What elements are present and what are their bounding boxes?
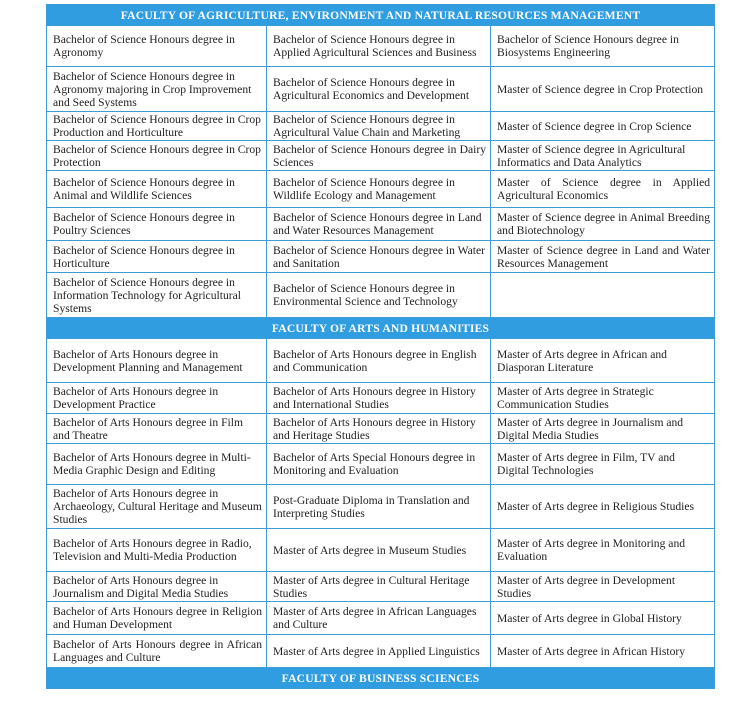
programme-cell: Bachelor of Arts Honours degree in Religion and Human Development <box>47 602 267 635</box>
programme-cell: Master of Science degree in Animal Breeding and Biotechnology <box>491 208 715 241</box>
programme-cell: Bachelor of Science Honours degree in Agronomy <box>47 26 267 67</box>
table-row <box>47 572 715 602</box>
programme-cell: Master of Arts degree in Journalism and Digital Media Studies <box>491 414 715 444</box>
programme-cell: Bachelor of Science Honours degree in Wildlife Ecology and Management <box>267 171 491 208</box>
programme-cell: Bachelor of Arts Honours degree in Multi-Media Graphic Design and Editing <box>47 444 267 485</box>
table-row <box>47 383 715 414</box>
programme-cell: Bachelor of Science Honours degree in Information Technology for Agricultural Systems <box>47 273 267 318</box>
programme-cell: Master of Arts degree in Development Studies <box>491 572 715 602</box>
table-row <box>47 273 715 318</box>
programmes-table <box>46 4 715 689</box>
programme-cell: Bachelor of Arts Honours degree in Development Practice <box>47 383 267 414</box>
programme-cell: Master of Arts degree in Monitoring and Evaluation <box>491 529 715 572</box>
programme-cell: Bachelor of Arts Honours degree in Radio, Television and Multi-Media Production <box>47 529 267 572</box>
faculty-title: FACULTY OF AGRICULTURE, ENVIRONMENT AND NATURAL RESOURCES MANAGEMENT <box>47 5 715 26</box>
programme-cell: Master of Arts degree in Museum Studies <box>267 529 491 572</box>
programme-cell: Bachelor of Arts Special Honours degree in Monitoring and Evaluation <box>267 444 491 485</box>
programme-cell: Master of Arts degree in African History <box>491 635 715 668</box>
programme-cell: Bachelor of Arts Honours degree in Journalism and Digital Media Studies <box>47 572 267 602</box>
table-row <box>47 635 715 668</box>
programme-cell: Bachelor of Science Honours degree in Poultry Sciences <box>47 208 267 241</box>
programme-cell: Master of Arts degree in Film, TV and Digital Technologies <box>491 444 715 485</box>
table-row <box>47 602 715 635</box>
table-row <box>47 141 715 171</box>
programme-cell: Master of Science degree in Crop Science <box>491 112 715 141</box>
programme-cell: Bachelor of Arts Honours degree in Film and Theatre <box>47 414 267 444</box>
programme-cell: Master of Arts degree in Global History <box>491 602 715 635</box>
programme-cell: Bachelor of Arts Honours degree in Archaeology, Cultural Heritage and Museum Studies <box>47 485 267 529</box>
programme-cell: Bachelor of Science Honours degree in Crop Production and Horticulture <box>47 112 267 141</box>
programme-cell: Master of Arts degree in African and Diasporan Literature <box>491 339 715 383</box>
programme-cell: Master of Arts degree in Strategic Communication Studies <box>491 383 715 414</box>
empty-cell <box>491 273 715 318</box>
table-row <box>47 339 715 383</box>
programme-cell: Master of Science degree in Land and Water Resources Management <box>491 241 715 273</box>
programme-cell: Bachelor of Arts Honours degree in History and International Studies <box>267 383 491 414</box>
programme-cell: Master of Arts degree in Religious Studies <box>491 485 715 529</box>
programme-cell: Bachelor of Science Honours degree in Agricultural Value Chain and Marketing <box>267 112 491 141</box>
faculty-title: FACULTY OF ARTS AND HUMANITIES <box>47 318 715 339</box>
programme-cell: Bachelor of Science Honours degree in Agronomy majoring in Crop Improvement and Seed Systems <box>47 67 267 112</box>
table-row <box>47 529 715 572</box>
programme-cell: Bachelor of Science Honours degree in Environmental Science and Technology <box>267 273 491 318</box>
table-row <box>47 241 715 273</box>
programme-cell: Bachelor of Arts Honours degree in English and Communication <box>267 339 491 383</box>
programme-cell: Bachelor of Arts Honours degree in History and Heritage Studies <box>267 414 491 444</box>
faculty-title: FACULTY OF BUSINESS SCIENCES <box>47 668 715 689</box>
table-row <box>47 112 715 141</box>
faculty-header-agriculture <box>47 5 715 26</box>
table-row <box>47 485 715 529</box>
table-row <box>47 444 715 485</box>
table-row <box>47 208 715 241</box>
faculty-header-business <box>47 668 715 689</box>
programme-cell: Bachelor of Science Honours degree in Dairy Sciences <box>267 141 491 171</box>
programme-cell: Bachelor of Science Honours degree in Land and Water Resources Management <box>267 208 491 241</box>
table-row <box>47 67 715 112</box>
programme-cell: Bachelor of Science Honours degree in Horticulture <box>47 241 267 273</box>
table-row <box>47 26 715 67</box>
programme-cell: Bachelor of Science Honours degree in Biosystems Engineering <box>491 26 715 67</box>
programme-cell: Bachelor of Science Honours degree in Crop Protection <box>47 141 267 171</box>
programme-cell: Bachelor of Science Honours degree in Animal and Wildlife Sciences <box>47 171 267 208</box>
programmes-document <box>46 4 714 689</box>
programme-cell: Master of Arts degree in Applied Linguistics <box>267 635 491 668</box>
programme-cell: Master of Arts degree in African Languages and Culture <box>267 602 491 635</box>
programme-cell: Master of Science degree in Applied Agricultural Economics <box>491 171 715 208</box>
programme-cell: Bachelor of Science Honours degree in Applied Agricultural Sciences and Business <box>267 26 491 67</box>
programme-cell: Master of Science degree in Agricultural Informatics and Data Analytics <box>491 141 715 171</box>
programme-cell: Bachelor of Science Honours degree in Agricultural Economics and Development <box>267 67 491 112</box>
programme-cell: Bachelor of Arts Honours degree in Development Planning and Management <box>47 339 267 383</box>
faculty-header-arts <box>47 318 715 339</box>
programme-cell: Bachelor of Science Honours degree in Water and Sanitation <box>267 241 491 273</box>
table-row <box>47 171 715 208</box>
programme-cell: Master of Science degree in Crop Protection <box>491 67 715 112</box>
programme-cell: Master of Arts degree in Cultural Heritage Studies <box>267 572 491 602</box>
programme-cell: Bachelor of Arts Honours degree in African Languages and Culture <box>47 635 267 668</box>
table-row <box>47 414 715 444</box>
programme-cell: Post-Graduate Diploma in Translation and Interpreting Studies <box>267 485 491 529</box>
